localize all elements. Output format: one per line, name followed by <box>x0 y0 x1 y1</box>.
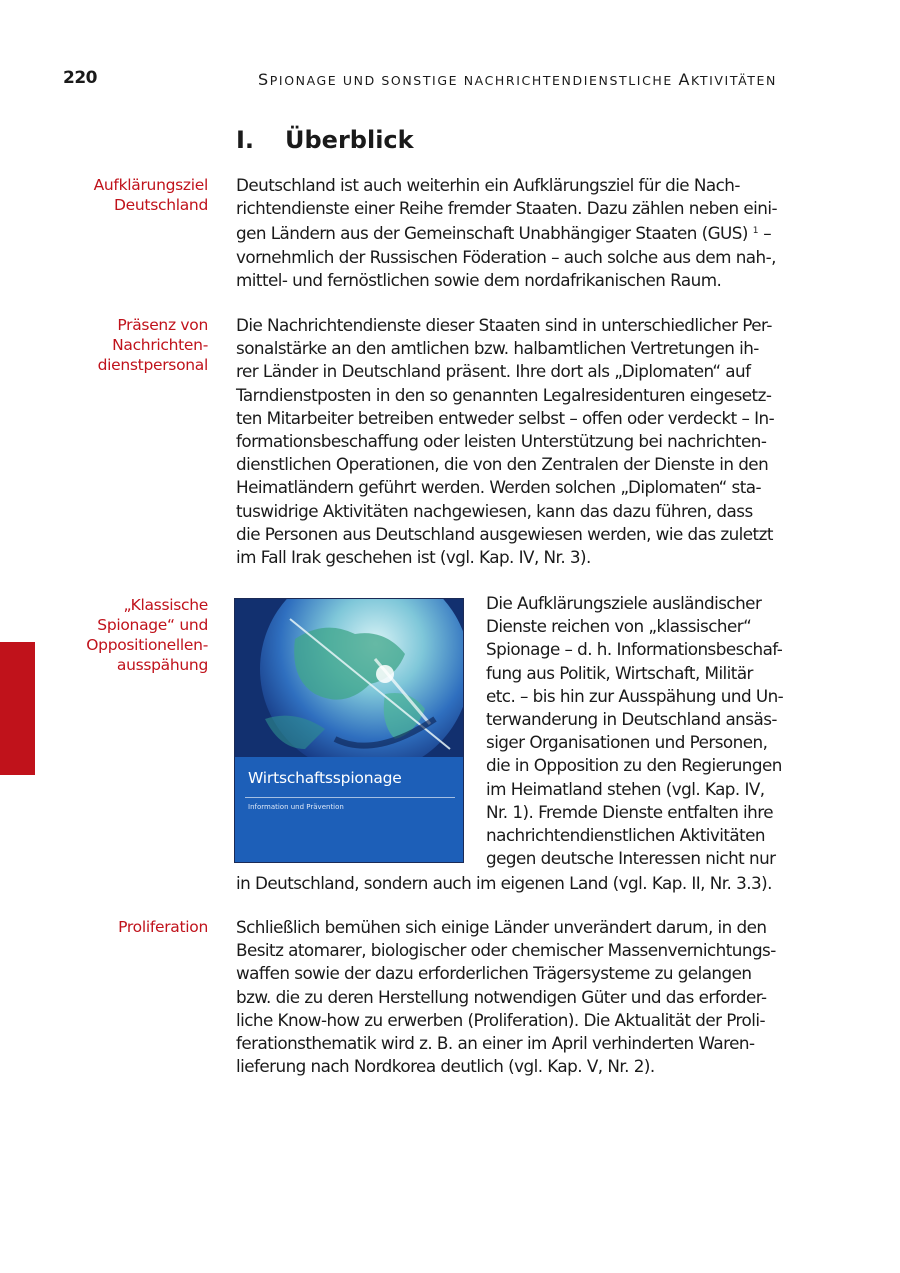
text-line: lieferung nach Nordkorea deutlich (vgl. Kap. V, Nr. 2). <box>236 1056 655 1077</box>
text-line: rer Länder in Deutschland präsent. Ihre dort als „Diplomaten“ auf <box>236 361 751 382</box>
book-cover-image <box>234 598 464 863</box>
running-header <box>258 70 777 89</box>
globe-illustration <box>235 599 464 863</box>
margin-note-line: „Klassische <box>123 596 208 614</box>
text-line: ten Mitarbeiter betreiben entweder selbst – offen oder verdeckt – In- <box>236 407 775 428</box>
paragraph-proliferation <box>236 916 806 1078</box>
text-line: Besitz atomarer, biologischer oder chemischer Massenvernichtungs- <box>236 940 776 961</box>
paragraph-aufklaerungsziel <box>236 174 806 292</box>
text-line: sonalstärke an den amtlichen bzw. halbamtlichen Vertretungen ih- <box>236 338 759 359</box>
text-line: dienstlichen Operationen, die von den Zentralen der Dienste in den <box>236 454 769 475</box>
text-line: vornehmlich der Russischen Föderation – auch solche aus dem nah-, <box>236 246 776 267</box>
margin-note-line: Spionage“ und <box>97 616 208 634</box>
text-line: waffen sowie der dazu erforderlichen Trägersysteme zu gelangen <box>236 963 752 984</box>
margin-note-praesenz <box>8 315 208 375</box>
margin-note-proliferation <box>8 917 208 937</box>
text-line: liche Know-how zu erwerben (Proliferation). Die Aktualität der Proli- <box>236 1009 765 1030</box>
text-line: Dienste reichen von „klassischer“ <box>486 616 752 637</box>
footnote-marker[interactable]: 1 <box>752 226 759 237</box>
margin-note-line: Nachrichten- <box>112 336 208 354</box>
paragraph-praesenz <box>236 314 806 569</box>
cover-divider <box>245 797 455 798</box>
text-line: bzw. die zu deren Herstellung notwendigen Güter und das erforder- <box>236 986 767 1007</box>
text-fragment: gen Ländern aus der Gemeinschaft Unabhängiger Staaten (GUS) <box>236 223 748 244</box>
section-heading: Überblick <box>285 126 414 154</box>
text-line: Schließlich bemühen sich einige Länder unverändert darum, in den <box>236 917 767 937</box>
text-line: Tarndienstposten in den so genannten Legalresidenturen eingesetz- <box>236 384 772 405</box>
text-line: Die Aufklärungsziele ausländischer <box>486 593 762 613</box>
cover-subtitle: Information und Prävention <box>248 803 344 811</box>
text-line: Spionage – d. h. Informationsbeschaf- <box>486 639 783 660</box>
text-line: im Heimatland stehen (vgl. Kap. IV, <box>486 778 765 799</box>
text-line: im Fall Irak geschehen ist (vgl. Kap. IV, Nr. 3). <box>236 547 591 568</box>
text-line: nachrichtendienstlichen Aktivitäten <box>486 825 766 846</box>
text-line: ferationsthematik wird z. B. an einer im April verhinderten Waren- <box>236 1033 755 1054</box>
text-line: richtendienste einer Reihe fremder Staaten. Dazu zählen neben eini- <box>236 198 777 219</box>
paragraph-klassische-spionage <box>486 592 806 870</box>
text-line-with-footnote <box>236 220 806 245</box>
text-line: terwanderung in Deutschland ansäs- <box>486 709 777 730</box>
text-line: siger Organisationen und Personen, <box>486 732 768 753</box>
section-title <box>236 126 414 154</box>
margin-note-line: ausspähung <box>116 656 208 674</box>
page-number: 220 <box>63 68 97 88</box>
margin-note-aufklaerungsziel <box>8 175 208 215</box>
text-line: die in Opposition zu den Regierungen <box>486 755 782 776</box>
margin-note-line: Aufklärungsziel <box>93 176 208 194</box>
margin-note-line: dienstpersonal <box>97 356 208 374</box>
running-header-text-1: PIONAGE UND SONSTIGE NACHRICHTENDIENSTLICHE <box>269 73 679 88</box>
text-line: gegen deutsche Interessen nicht nur <box>486 848 776 869</box>
section-number: I. <box>236 126 255 154</box>
margin-note-line: Oppositionellen- <box>86 636 208 654</box>
text-line: mittel- und fernöstlichen sowie dem nordafrikanischen Raum. <box>236 269 722 290</box>
text-line: tuswidrige Aktivitäten nachgewiesen, kann das dazu führen, dass <box>236 500 753 521</box>
cover-title: Wirtschaftsspionage <box>248 769 402 787</box>
text-line: die Personen aus Deutschland ausgewiesen werden, wie das zuletzt <box>236 523 773 544</box>
running-header-cap-2: A <box>678 70 692 89</box>
margin-note-line: Proliferation <box>118 918 208 936</box>
margin-note-line: Deutschland <box>114 196 208 214</box>
text-line: etc. – bis hin zur Ausspähung und Un- <box>486 685 784 706</box>
text-line: formationsbeschaffung oder leisten Unterstützung bei nachrichten- <box>236 431 767 452</box>
margin-note-line: Präsenz von <box>117 316 208 334</box>
text-line: Nr. 1). Fremde Dienste entfalten ihre <box>486 801 774 822</box>
text-line: Deutschland ist auch weiterhin ein Aufklärungsziel für die Nach- <box>236 175 740 195</box>
text-line: Heimatländern geführt werden. Werden solchen „Diplomaten“ sta- <box>236 477 761 498</box>
text-line: Die Nachrichtendienste dieser Staaten sind in unterschiedlicher Per- <box>236 315 772 335</box>
text-line: fung aus Politik, Wirtschaft, Militär <box>486 662 753 683</box>
margin-note-klassische-spionage <box>8 595 208 675</box>
running-header-text-2: KTIVITÄTEN <box>691 73 777 88</box>
running-header-cap-1: S <box>258 70 270 89</box>
paragraph-klassische-spionage-tail: in Deutschland, sondern auch im eigenen Land (vgl. Kap. II, Nr. 3.3). <box>236 873 772 893</box>
text-fragment: – <box>758 223 772 244</box>
